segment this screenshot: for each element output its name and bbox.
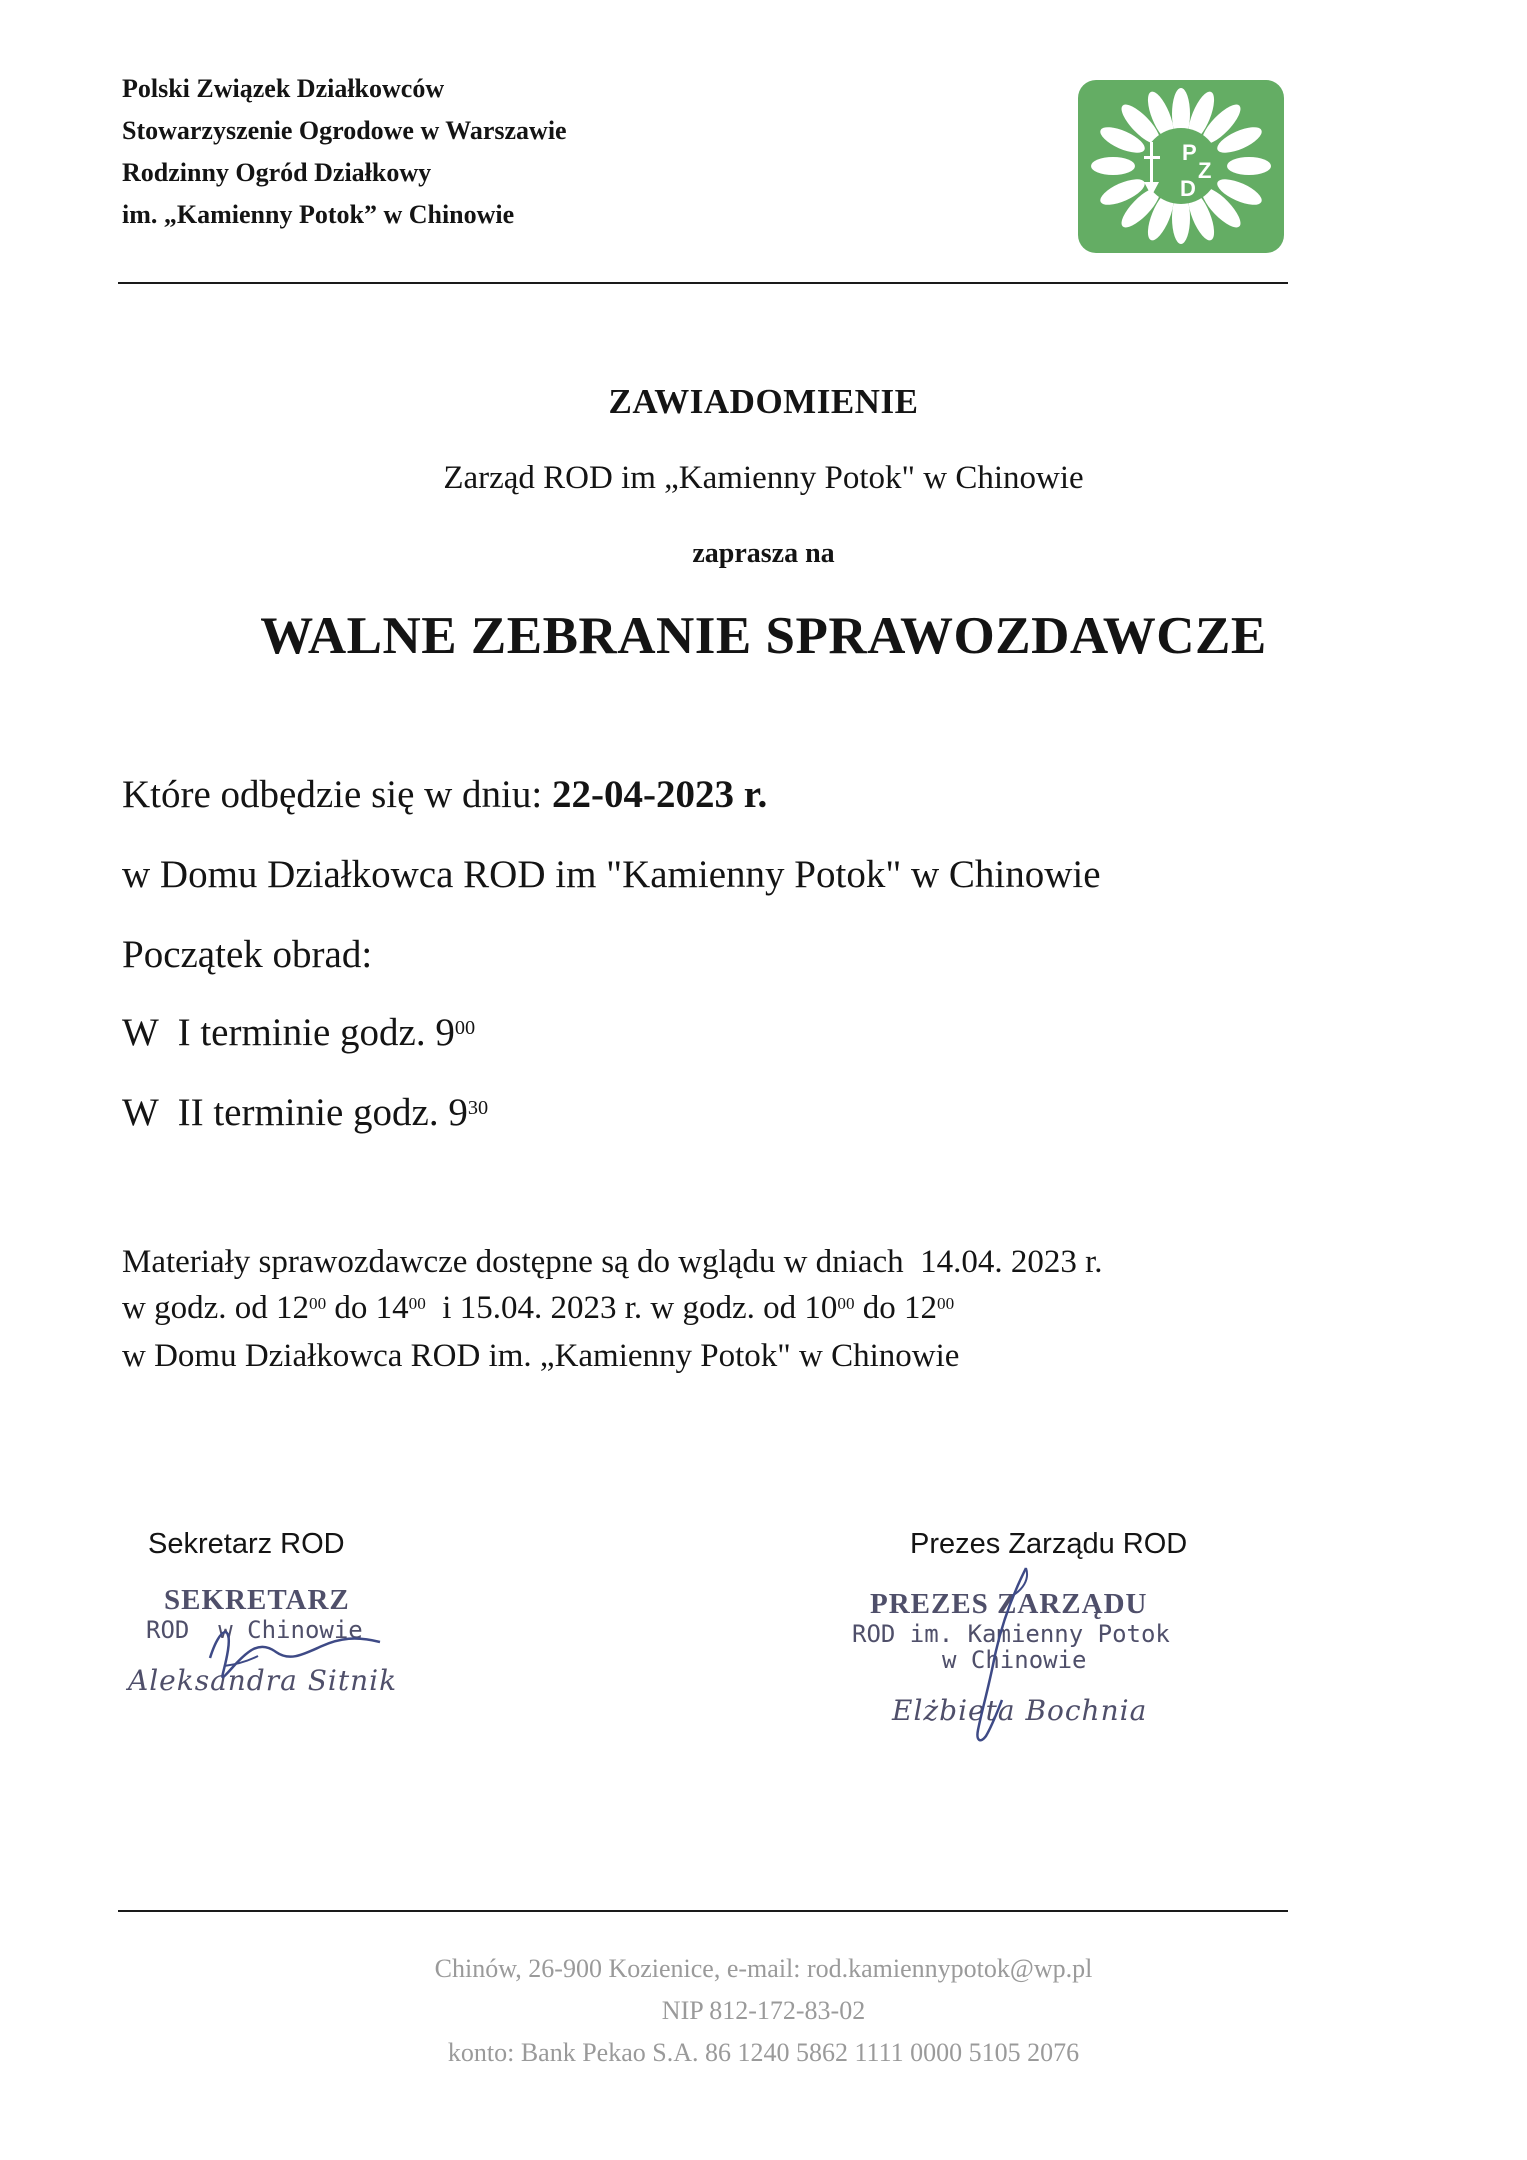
president-stamp-name: Elżbieta Bochnia	[892, 1694, 1148, 1727]
pzd-sunflower-logo-icon	[1078, 80, 1284, 253]
second-term-label: W II terminie godz. 9	[122, 1091, 468, 1134]
president-role: Prezes Zarządu ROD	[910, 1528, 1188, 1560]
meeting-title: WALNE ZEBRANIE SPRAWOZDAWCZE	[260, 607, 1267, 665]
date-label: Które odbędzie się w dniu:	[122, 773, 543, 816]
president-stamp-title: PREZES ZARZĄDU	[870, 1588, 1148, 1620]
first-term-label: W I terminie godz. 9	[122, 1011, 455, 1054]
second-term-minutes: 30	[467, 1096, 489, 1119]
materials-time-b: do 14	[326, 1290, 409, 1326]
place-line: w Domu Działkowca ROD im "Kamienny Potok" w Chinowie	[122, 853, 1101, 896]
footer-account: konto: Bank Pekao S.A. 86 1240 5862 1111 0000 5105 2076	[447, 2038, 1080, 2067]
invites-line: zaprasza na	[692, 538, 835, 569]
secretary-stamp-title: SEKRETARZ	[164, 1584, 350, 1616]
header-line-3: Rodzinny Ogród Działkowy	[122, 158, 432, 187]
secretary-role: Sekretarz ROD	[148, 1528, 345, 1560]
materials-time-d-sup: 00	[937, 1293, 955, 1313]
secretary-stamp-org: ROD w Chinowie	[146, 1616, 363, 1644]
board-line: Zarząd ROD im „Kamienny Potok" w Chinowie	[443, 460, 1084, 496]
header-line-2: Stowarzyszenie Ogrodowe w Warszawie	[122, 116, 567, 145]
pzd-logo	[1078, 80, 1284, 253]
first-term-minutes: 00	[454, 1016, 476, 1039]
footer-address: Chinów, 26-900 Kozienice, e-mail: rod.kamiennypotok@wp.pl	[434, 1954, 1093, 1983]
materials-time-c-sup: 00	[837, 1293, 855, 1313]
first-term-line	[122, 1010, 475, 1055]
materials-line-3: w Domu Działkowca ROD im. „Kamienny Potok" w Chinowie	[122, 1338, 960, 1374]
materials-time-c: i 15.04. 2023 r. w godz. od 10	[425, 1290, 838, 1326]
logo-letter-p: P	[1182, 140, 1197, 165]
start-label: Początek obrad:	[122, 933, 373, 976]
secretary-stamp-name: Aleksandra Sitnik	[128, 1664, 398, 1697]
logo-letter-d: D	[1180, 176, 1196, 201]
header-line-4: im. „Kamienny Potok” w Chinowie	[122, 200, 515, 229]
header-line-1: Polski Związek Działkowców	[122, 74, 445, 103]
president-stamp-org: ROD im. Kamienny Potok	[852, 1620, 1170, 1648]
header-divider	[118, 282, 1288, 284]
date-value: 22-04-2023 r.	[551, 773, 768, 816]
footer-divider	[118, 1910, 1288, 1912]
footer-nip: NIP 812-172-83-02	[661, 1996, 866, 2025]
materials-time-a-sup: 00	[308, 1293, 327, 1313]
president-stamp-town: w Chinowie	[942, 1646, 1087, 1674]
materials-line-1: Materiały sprawozdawcze dostępne są do wglądu w dniach 14.04. 2023 r.	[122, 1244, 1103, 1280]
materials-time-d: do 12	[854, 1290, 938, 1326]
logo-letter-z: Z	[1198, 158, 1212, 183]
notice-title: ZAWIADOMIENIE	[608, 382, 919, 421]
materials-line-2	[122, 1290, 954, 1327]
date-line	[122, 772, 767, 817]
materials-time-a: w godz. od 12	[122, 1290, 309, 1326]
second-term-line	[122, 1090, 488, 1135]
organization-header	[122, 68, 567, 236]
materials-time-b-sup: 00	[408, 1293, 426, 1313]
